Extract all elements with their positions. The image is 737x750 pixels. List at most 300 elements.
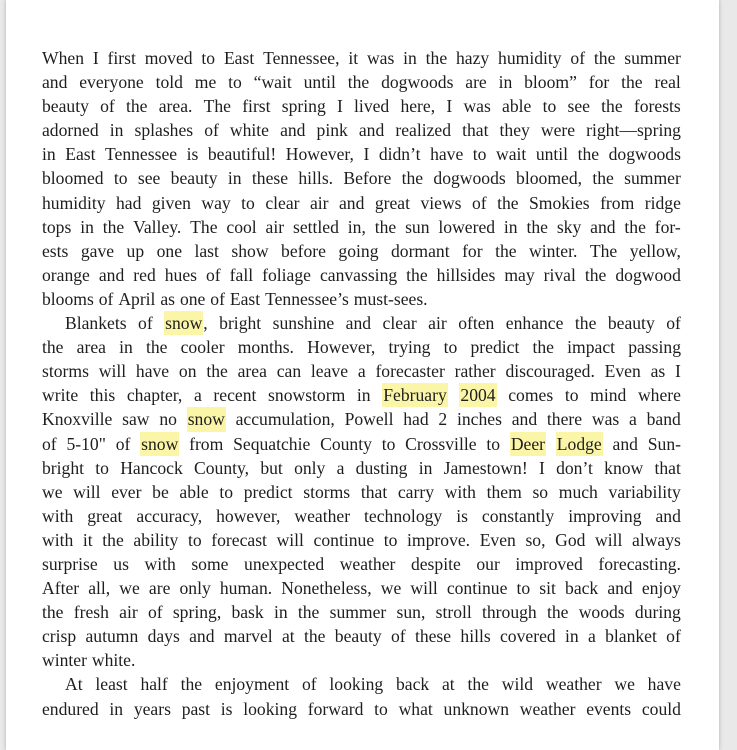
word: autumn [85,626,139,647]
word: these [251,168,289,189]
word: band [646,409,681,430]
word: rival [543,264,576,285]
word: Even [479,529,516,550]
text-line [42,456,681,480]
word: area [76,337,106,358]
word: our [476,553,500,574]
word: as [160,288,176,309]
word: us [113,553,129,574]
word: tops [42,216,72,237]
word: the [584,264,607,285]
word: to [241,192,255,213]
word: air [265,216,285,237]
word: of [138,313,153,334]
word: to [383,529,398,550]
word: it [348,48,359,68]
word: air [309,192,329,213]
word: of [570,48,586,68]
word: improving [568,505,642,526]
text-line [42,504,681,528]
word: able [179,481,209,502]
word: was [463,96,491,117]
word: of [100,96,115,117]
word: dogwoods [608,144,681,165]
word: much [558,481,598,502]
word: the [467,674,489,695]
word: so [532,481,549,502]
word: forecaster [375,361,445,382]
word: beauty [607,313,655,334]
word: in, [347,216,366,237]
word: carry [397,481,435,502]
word: summer [624,48,681,68]
word: and [345,313,372,334]
word: pink [316,120,348,141]
word: some [191,553,229,574]
word: in [503,216,518,237]
word: the [592,168,614,189]
word: mind [590,385,627,406]
word: at [442,674,455,695]
highlighted-word [382,383,448,407]
word: of [666,313,681,334]
word: on [178,361,197,382]
word: them [486,481,522,502]
word: the [102,216,125,237]
word: in [227,168,242,189]
word: After [42,578,80,599]
word: with [42,505,74,526]
word: the [102,529,124,550]
word: had [403,409,429,430]
word: weather [294,505,351,526]
word: white [229,120,269,141]
word: storms [42,361,89,382]
word: up [126,240,145,261]
word: the [526,216,548,237]
word: from [600,192,635,213]
word: bright [219,313,262,334]
word: area. [158,96,193,117]
search-highlight: snow [187,407,226,431]
word: storms [303,481,351,502]
word: The [589,240,618,261]
word: predict [243,481,293,502]
word: had [116,192,142,213]
word: that [360,481,388,502]
word: of [98,288,114,309]
text-line [42,672,681,696]
word: and [511,409,538,430]
word: forests [633,96,681,117]
highlighted-word [187,407,226,431]
paragraph [42,672,681,720]
word: from [189,433,224,454]
text-line [42,142,681,166]
text-line [42,239,681,263]
word: write [42,385,79,406]
word: however, [216,505,281,526]
word: with [42,529,74,550]
word: and [607,578,633,599]
word: must-sees. [353,288,428,309]
word: in [119,337,133,358]
word: able [502,96,532,117]
text-line [42,166,681,190]
word: bloomed, [516,168,583,189]
word: a [629,409,637,430]
word: lived [354,96,390,117]
word: However, [307,337,376,358]
word: of [471,192,487,213]
highlighted-word [556,432,603,456]
word: in [80,216,94,237]
word: the [374,216,397,237]
word: County [320,433,372,454]
word: Sun- [647,433,681,454]
word: and [590,216,616,237]
word: of [42,433,57,454]
word: fresh [73,602,109,623]
word: will [98,361,127,382]
word: given [151,192,191,213]
word: wait [496,144,527,165]
word: to [472,144,487,165]
word: may [504,264,535,285]
search-highlight: snow [140,432,179,456]
word: the [297,602,320,623]
word: be [152,481,169,502]
word: despite [410,553,461,574]
word: Tennessee’s [265,288,349,309]
word: could [641,698,681,719]
word: stroll [435,602,472,623]
word: the [546,602,569,623]
word: the [425,48,448,68]
word: Before [343,168,392,189]
text-line [42,624,681,648]
word: in [418,457,433,478]
word: air [119,602,138,623]
word: human. [219,578,273,599]
word: humidity [42,192,106,213]
word: of [390,626,406,647]
word: to [486,433,501,454]
word: one [156,240,183,261]
search-highlight: 2004 [459,383,496,407]
word: the [42,602,64,623]
word: no [159,409,177,430]
word: technology [364,505,443,526]
word: continue [446,578,508,599]
word: hues [164,264,197,285]
word: Jamestown! [443,457,528,478]
word: have [135,361,170,382]
word: a [587,626,596,647]
word: first [242,96,271,117]
word: the [42,337,64,358]
word: beauty [42,96,89,117]
word: in [109,120,124,141]
word: sit [539,578,556,599]
word: the [145,337,168,358]
word: summer [624,168,681,189]
word: trying [388,337,431,358]
word: only [294,457,326,478]
text-line [42,432,681,456]
word: a [357,361,366,382]
word: in [356,385,371,406]
word: to [381,433,396,454]
word: great [87,505,123,526]
word: ests [42,240,69,261]
word: sky [556,216,582,237]
text-line [42,528,681,552]
word: improve. [407,529,471,550]
text-line [42,576,681,600]
word: can [276,361,302,382]
word: to [516,578,531,599]
word: East [229,288,261,309]
word: realized [395,120,452,141]
word: show [231,240,269,261]
word: is [220,698,233,719]
word: months. [237,337,294,358]
book-page [6,0,719,750]
word: blooms [42,288,94,309]
word: the [601,96,623,117]
word: Valley. [133,216,182,237]
highlighted-word [510,432,546,456]
text-line [42,407,681,431]
word: canvassing [319,264,398,285]
word: the [401,168,424,189]
word: know [604,457,644,478]
word: looking [329,674,384,695]
word: blanket [605,626,657,647]
text-column [42,46,681,721]
word: bloom” [524,72,577,93]
text-line [42,600,681,624]
word: Knoxville [42,409,113,430]
word: weather [545,674,602,695]
word: told [155,72,183,93]
word: impact [567,337,616,358]
word: spring, [172,602,222,623]
word: However, [285,144,354,165]
word: sun, [396,602,426,623]
word: bask [231,602,264,623]
word: first [107,48,136,68]
word: spring [281,96,326,117]
word: events [586,698,632,719]
word: days [147,626,180,647]
word: everyone [79,72,144,93]
word: Smokies [529,192,590,213]
word: will [410,578,438,599]
word: in [403,48,417,68]
word: that [462,120,489,141]
word: we [614,674,635,695]
word: winter [42,650,87,671]
word: 2 [438,409,448,430]
word: during [634,602,681,623]
word: Crossville [405,433,477,454]
word: forward [307,698,364,719]
word: beautiful! [207,144,277,165]
text-line [42,552,681,576]
word: to [95,457,109,478]
word: the [180,674,203,695]
highlighted-word [459,383,496,407]
word: and [98,264,125,285]
word: air [428,313,447,334]
word: hills. [298,168,334,189]
word: yellow, [629,240,681,261]
word: with [144,553,176,574]
word: Sequatchie [233,433,311,454]
word: to [201,48,216,68]
word: was [366,48,395,68]
word: unknown [443,698,510,719]
word: until [535,144,569,165]
word: of [115,433,131,454]
word: it [82,529,93,550]
word: clear [382,313,417,334]
word: settled [292,216,339,237]
word: inches [457,409,502,430]
word: are [465,72,487,93]
word: and [280,120,306,141]
word: for- [654,216,681,237]
word: we [380,578,402,599]
word: surprise [42,553,98,574]
word: to [187,529,202,550]
word: the [206,361,228,382]
word: these [414,626,452,647]
search-highlight: Deer [510,432,546,456]
word: dormant [390,240,450,261]
word: accumulation, [235,409,335,430]
text-line [42,648,681,672]
word: forecast [211,529,267,550]
word: for [588,72,610,93]
word: was [591,409,620,430]
word: I [336,96,343,117]
word: a [193,385,202,406]
text-line [42,359,681,383]
word: saw [122,409,150,430]
word: one [179,288,206,309]
word: at [281,626,295,647]
text-line [42,480,681,504]
word: hills [460,626,491,647]
word: “wait [253,72,292,93]
word: When [42,48,85,68]
word: years [133,698,171,719]
word: humidity [498,48,562,68]
word: discouraged. [505,361,595,382]
word: Nonetheless, [281,578,372,599]
word: orange [42,264,90,285]
word: unexpected [244,553,325,574]
word: to [113,168,128,189]
word: looking [243,698,298,719]
word: hillsides [436,264,496,285]
word: through [482,602,537,623]
word: the [621,72,643,93]
word: that [654,457,681,478]
word: and [612,433,638,454]
word: of [210,288,225,309]
word: lowered [438,216,496,237]
word: the [624,216,646,237]
word: white. [91,650,136,671]
word: the [574,313,597,334]
word: ridge [644,192,681,213]
word: often [458,313,495,334]
paragraph [42,311,681,672]
word: have [430,144,464,165]
word: dogwoods [381,72,454,93]
word: we [42,481,63,502]
word: great [374,192,410,213]
highlighted-word: snow , [164,311,208,335]
word: in [109,698,124,719]
word: the [347,72,370,93]
word: they [499,120,530,141]
word: Powell [344,409,394,430]
word: back [565,578,599,599]
text-line [42,118,681,142]
word: constantly [481,505,555,526]
search-highlight: February [382,383,448,407]
text-line [42,215,681,239]
word: of [204,120,219,141]
word: to [564,385,579,406]
word: the [577,144,600,165]
word: ability [133,529,179,550]
text-line [42,335,681,359]
word: marvel [223,626,273,647]
word: views [420,192,462,213]
word: and [358,120,385,141]
word: improved [515,553,583,574]
text-line [42,70,681,94]
word: Hancock [120,457,183,478]
word: weather [519,698,576,719]
word: to [228,72,242,93]
word: see [567,96,590,117]
word: see [137,168,161,189]
word: have [647,674,681,695]
word: red [133,264,156,285]
word: here, [400,96,436,117]
word: last [194,240,219,261]
word: forecasting. [598,553,681,574]
word: adorned [42,120,99,141]
text-line [42,311,681,335]
word: enjoyment [214,674,290,695]
word: to [219,481,234,502]
word: we [119,578,140,599]
word: what [398,698,433,719]
word: winter. [529,240,578,261]
word: beauty [334,626,382,647]
word: wild [501,674,534,695]
word: rather [454,361,496,382]
word: I [538,457,545,478]
